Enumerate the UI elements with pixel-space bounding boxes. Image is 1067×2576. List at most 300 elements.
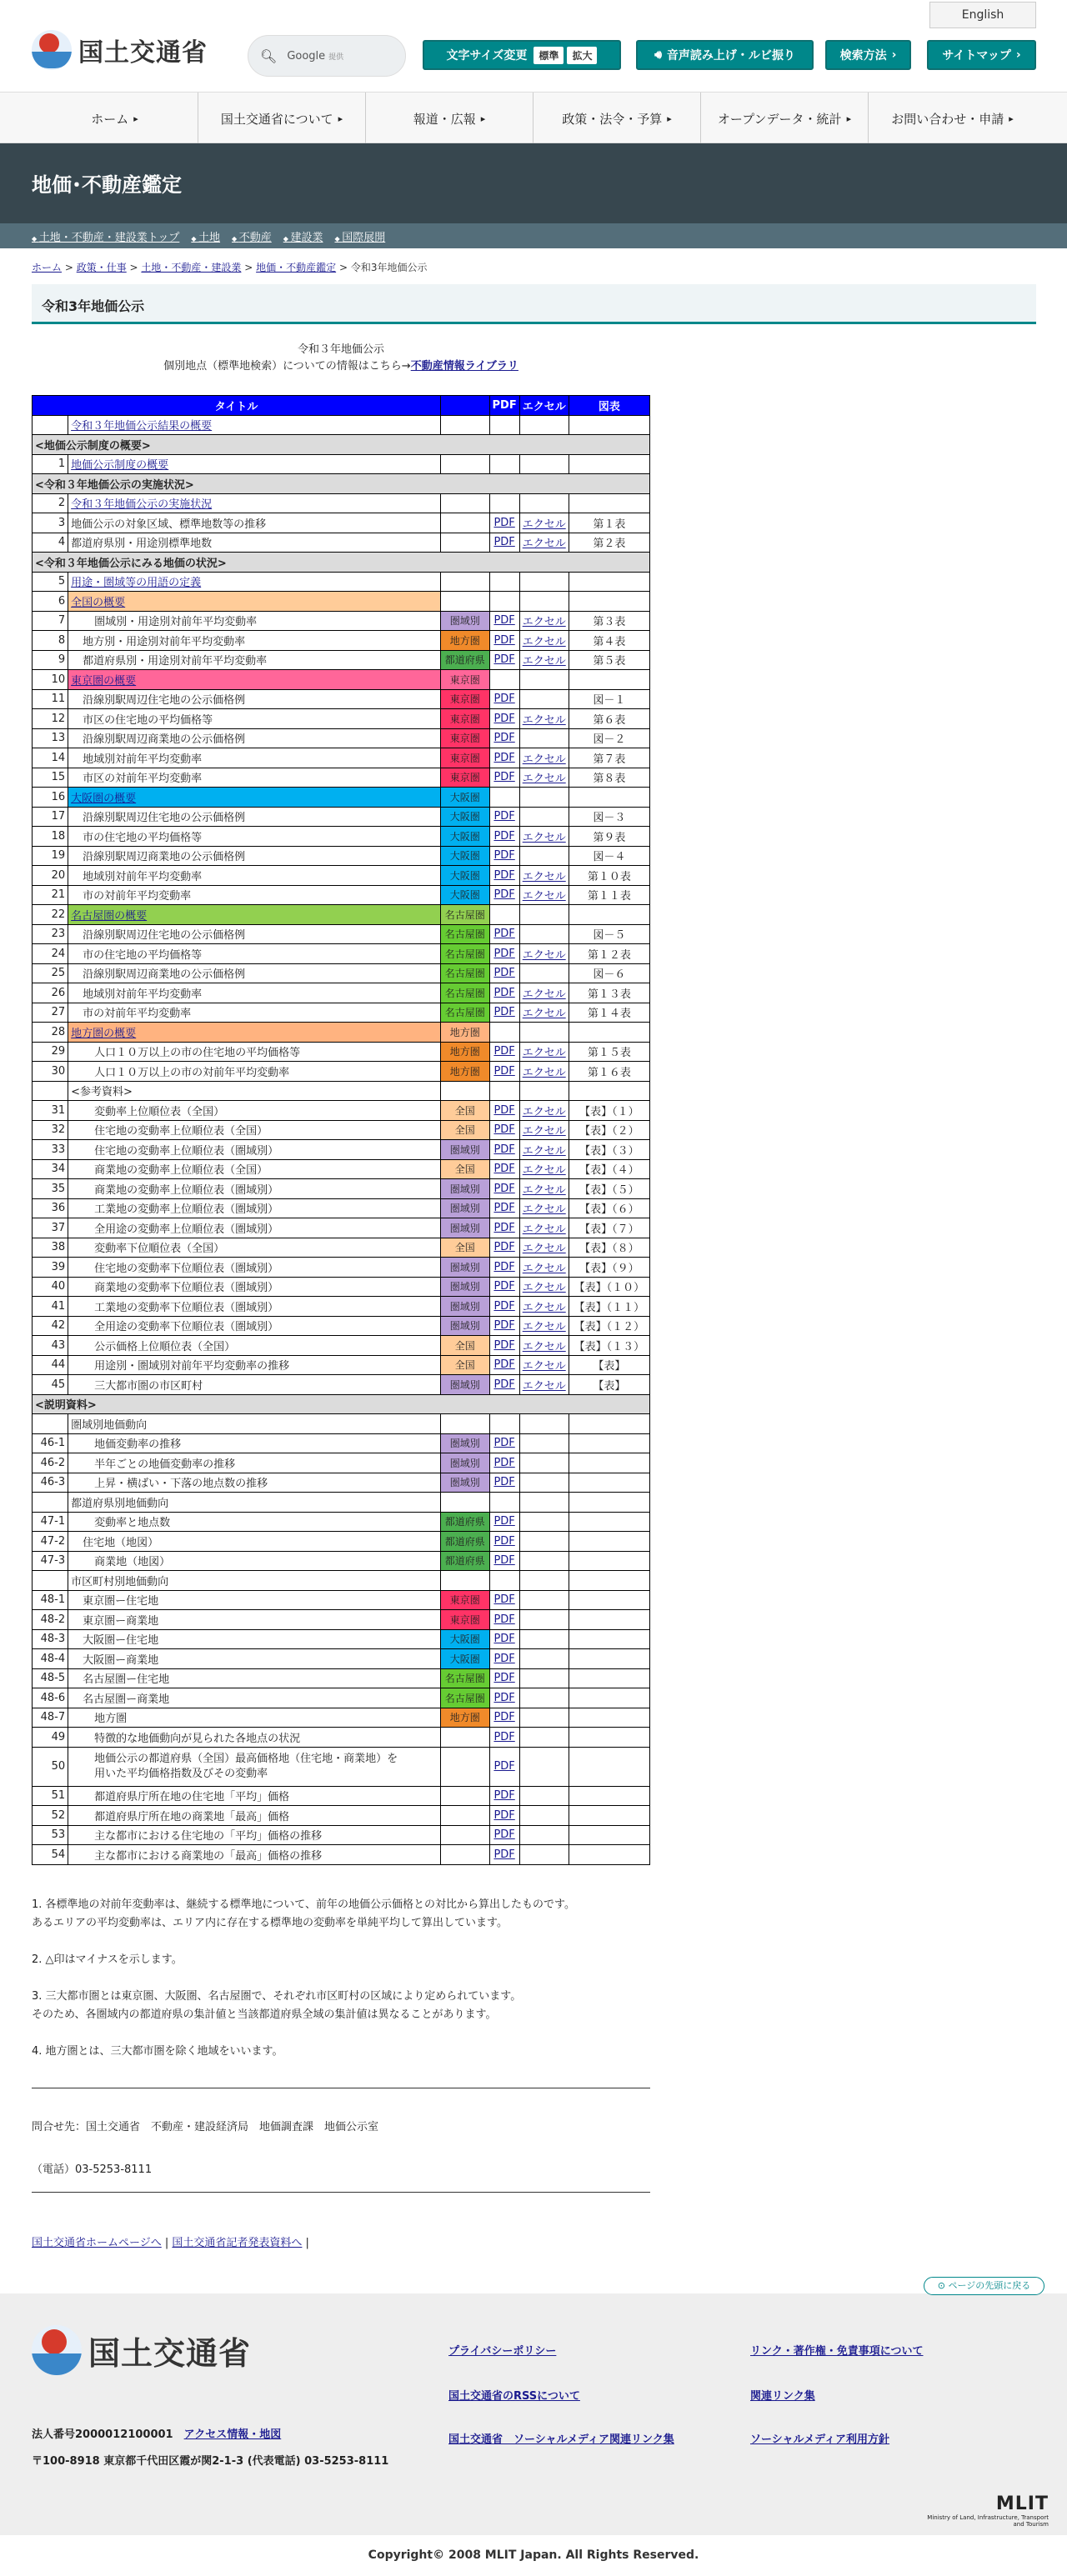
excel-link[interactable]: エクセル bbox=[522, 1243, 566, 1256]
row-title-text: 地域別対前年平均変動率 bbox=[83, 870, 203, 883]
excel-link[interactable]: エクセル bbox=[522, 538, 566, 551]
pdf-link[interactable]: PDF bbox=[493, 633, 515, 647]
row-title bbox=[68, 1355, 441, 1375]
pdf-link[interactable] bbox=[489, 1473, 519, 1493]
table-row bbox=[33, 924, 650, 944]
pdf-link[interactable]: PDF bbox=[493, 771, 515, 784]
row-title-link[interactable]: 地方圏の概要 bbox=[71, 1027, 137, 1040]
pdf-link[interactable] bbox=[489, 1433, 519, 1453]
pdf-link[interactable] bbox=[489, 1610, 519, 1630]
pdf-link[interactable]: PDF bbox=[493, 1437, 515, 1450]
pdf-link[interactable]: PDF bbox=[493, 1064, 515, 1078]
excel-link[interactable] bbox=[519, 1297, 569, 1317]
pdf-link[interactable]: PDF bbox=[493, 1633, 515, 1646]
excel-link[interactable] bbox=[519, 1336, 569, 1356]
excel-link[interactable] bbox=[519, 1375, 569, 1395]
row-title-link[interactable]: 令和３年地価公示結果の概要 bbox=[71, 420, 213, 433]
excel-link[interactable]: エクセル bbox=[522, 1321, 566, 1334]
region-tag bbox=[440, 533, 489, 553]
pdf-link[interactable]: PDF bbox=[493, 868, 515, 882]
excel-link[interactable]: エクセル bbox=[522, 948, 566, 962]
excel-link[interactable] bbox=[519, 611, 569, 631]
pdf-link[interactable]: PDF bbox=[493, 986, 515, 999]
excel-link bbox=[519, 670, 569, 690]
pdf-link[interactable] bbox=[489, 1708, 519, 1728]
excel-link[interactable]: エクセル bbox=[522, 1379, 566, 1393]
excel-link[interactable] bbox=[519, 983, 569, 1003]
excel-link[interactable] bbox=[519, 1218, 569, 1238]
pdf-link[interactable]: PDF bbox=[493, 1221, 515, 1234]
pdf-link[interactable] bbox=[489, 1336, 519, 1356]
pdf-link[interactable]: PDF bbox=[493, 1006, 515, 1019]
search-icon: 🔍︎ bbox=[260, 48, 278, 64]
pdf-link[interactable] bbox=[489, 611, 519, 631]
pdf-link[interactable]: PDF bbox=[493, 1652, 515, 1665]
note-item bbox=[32, 2043, 665, 2061]
pdf-link[interactable]: PDF bbox=[493, 1554, 515, 1568]
subnav-international[interactable]: ◆ 国際展開 bbox=[334, 228, 385, 244]
pdf-link[interactable] bbox=[489, 709, 519, 729]
row-title-link[interactable]: 令和３年地価公示の実施状況 bbox=[71, 498, 213, 512]
row-title bbox=[68, 1747, 441, 1786]
pdf-link[interactable]: PDF bbox=[493, 1456, 515, 1469]
figure-label: 【表】（１１） bbox=[569, 1297, 649, 1317]
excel-link[interactable]: エクセル bbox=[522, 773, 566, 786]
pdf-link[interactable]: PDF bbox=[493, 829, 515, 843]
excel-link[interactable]: エクセル bbox=[522, 1203, 566, 1217]
pdf-link[interactable] bbox=[489, 1747, 519, 1786]
subnav-top[interactable]: ◆ 土地・不動産・建設業トップ bbox=[32, 228, 179, 244]
breadcrumb-link[interactable]: 土地・不動産・建設業 bbox=[141, 262, 242, 273]
row-title-link[interactable]: 用途・圏域等の用語の定義 bbox=[71, 577, 202, 590]
pdf-link[interactable] bbox=[489, 1101, 519, 1121]
pdf-link[interactable]: PDF bbox=[493, 849, 515, 863]
excel-link[interactable]: エクセル bbox=[522, 1125, 566, 1138]
excel-link[interactable] bbox=[519, 827, 569, 847]
excel-link[interactable] bbox=[519, 748, 569, 768]
excel-link[interactable]: エクセル bbox=[522, 831, 566, 844]
breadcrumb-link[interactable]: 政策・仕事 bbox=[76, 262, 127, 273]
access-link[interactable]: アクセス情報・地図 bbox=[183, 2428, 282, 2441]
pdf-link[interactable] bbox=[489, 728, 519, 748]
region-tag: 東京圏 bbox=[440, 728, 489, 748]
mlit-home-link[interactable]: 国土交通省ホームページへ bbox=[32, 2237, 162, 2249]
table-row bbox=[33, 1629, 650, 1649]
excel-link[interactable]: エクセル bbox=[522, 1066, 566, 1079]
region-tag: 圏域別 bbox=[440, 1433, 489, 1453]
pdf-link[interactable] bbox=[489, 1179, 519, 1199]
rss-link[interactable]: 国土交通省のRSSについて bbox=[448, 2390, 580, 2403]
pdf-link[interactable]: PDF bbox=[493, 1691, 515, 1704]
subnav-construction[interactable]: ◆ 建設業 bbox=[283, 228, 323, 244]
region-tag bbox=[440, 1747, 489, 1786]
pdf-link[interactable] bbox=[489, 1728, 519, 1748]
figure-label bbox=[569, 1649, 649, 1669]
pdf-link[interactable]: PDF bbox=[493, 810, 515, 823]
press-release-link[interactable]: 国土交通省記者発表資料へ bbox=[172, 2237, 303, 2249]
row-title[interactable] bbox=[68, 788, 441, 808]
excel-link[interactable] bbox=[519, 1316, 569, 1336]
excel-link[interactable] bbox=[519, 866, 569, 886]
row-title-text: 東京圏ー住宅地 bbox=[83, 1595, 159, 1608]
pdf-link[interactable] bbox=[489, 924, 519, 944]
pdf-link[interactable]: PDF bbox=[493, 516, 515, 529]
excel-link[interactable] bbox=[519, 650, 569, 670]
pdf-link[interactable] bbox=[489, 1375, 519, 1395]
pdf-link[interactable] bbox=[489, 650, 519, 670]
english-button[interactable]: English bbox=[929, 2, 1036, 28]
excel-link bbox=[519, 1668, 569, 1688]
row-title-link[interactable]: 名古屋圏の概要 bbox=[71, 909, 148, 923]
region-tag: 全国 bbox=[440, 1159, 489, 1179]
pdf-link[interactable]: PDF bbox=[493, 1378, 515, 1391]
pdf-link[interactable] bbox=[489, 885, 519, 905]
table-row bbox=[33, 1198, 650, 1218]
social-policy-link[interactable]: ソーシャルメディア利用方針 bbox=[750, 2433, 890, 2446]
row-title[interactable] bbox=[68, 1023, 441, 1043]
row-title-text: 商業地の変動率上位順位表（圏域別） bbox=[94, 1183, 279, 1197]
excel-link[interactable]: エクセル bbox=[522, 1360, 566, 1373]
pdf-link[interactable]: PDF bbox=[493, 614, 515, 628]
row-number: 46-3 bbox=[33, 1473, 68, 1493]
excel-link[interactable]: エクセル bbox=[522, 1262, 566, 1275]
excel-link[interactable] bbox=[519, 1140, 569, 1160]
pdf-link[interactable]: PDF bbox=[493, 1260, 515, 1273]
pdf-link[interactable]: PDF bbox=[493, 1711, 515, 1724]
row-title bbox=[68, 1512, 441, 1532]
excel-link[interactable]: エクセル bbox=[522, 1340, 566, 1353]
corp-number bbox=[32, 2425, 281, 2441]
row-number: 30 bbox=[33, 1062, 68, 1082]
row-title[interactable] bbox=[68, 493, 441, 513]
excel-link[interactable] bbox=[519, 631, 569, 651]
row-title-link[interactable]: 全国の概要 bbox=[71, 596, 126, 609]
pdf-link[interactable] bbox=[489, 963, 519, 983]
row-title[interactable] bbox=[68, 905, 441, 925]
row-title bbox=[68, 1316, 441, 1336]
excel-link[interactable] bbox=[519, 533, 569, 553]
excel-link bbox=[519, 728, 569, 748]
table-row bbox=[33, 1179, 650, 1199]
pdf-link[interactable] bbox=[489, 846, 519, 866]
row-title[interactable] bbox=[68, 592, 441, 612]
row-number: 36 bbox=[33, 1198, 68, 1218]
pdf-link[interactable] bbox=[489, 689, 519, 709]
gnav-opendata[interactable]: オープンデータ・統計 ▸ bbox=[701, 93, 869, 144]
excel-link[interactable] bbox=[519, 885, 569, 905]
pdf-link[interactable]: PDF bbox=[493, 1730, 515, 1743]
breadcrumb-link[interactable]: 地価・不動産鑑定 bbox=[256, 262, 337, 273]
row-title-text: 変動率と地点数 bbox=[94, 1517, 171, 1530]
row-title bbox=[68, 748, 441, 768]
pdf-link[interactable]: PDF bbox=[493, 1828, 515, 1842]
excel-link[interactable] bbox=[519, 1355, 569, 1375]
pdf-link[interactable] bbox=[489, 1590, 519, 1610]
excel-link[interactable] bbox=[519, 1277, 569, 1297]
pdf-link[interactable]: PDF bbox=[493, 928, 515, 941]
pdf-link[interactable]: PDF bbox=[493, 947, 515, 960]
pdf-link[interactable]: PDF bbox=[493, 1358, 515, 1372]
table-row bbox=[33, 1649, 650, 1669]
figure-label bbox=[569, 1845, 649, 1865]
pdf-link[interactable]: PDF bbox=[493, 1123, 515, 1137]
pdf-link[interactable] bbox=[489, 1649, 519, 1669]
excel-link[interactable]: エクセル bbox=[522, 988, 566, 1001]
region-tag: 名古屋圏 bbox=[440, 1003, 489, 1023]
row-title-text: 工業地の変動率下位順位表（圏域別） bbox=[94, 1301, 279, 1314]
row-title[interactable] bbox=[68, 670, 441, 690]
row-title bbox=[68, 1179, 441, 1199]
excel-link[interactable]: エクセル bbox=[522, 1164, 566, 1178]
pdf-link[interactable]: PDF bbox=[493, 1182, 515, 1195]
excel-link[interactable] bbox=[519, 1198, 569, 1218]
pdf-link[interactable] bbox=[489, 1062, 519, 1082]
row-title bbox=[68, 1571, 441, 1591]
pdf-link[interactable] bbox=[489, 1355, 519, 1375]
pdf-link[interactable] bbox=[489, 1120, 519, 1140]
excel-link[interactable]: エクセル bbox=[522, 870, 566, 883]
pdf-link[interactable]: PDF bbox=[493, 1163, 515, 1176]
pdf-link[interactable] bbox=[489, 944, 519, 964]
region-tag: 東京圏 bbox=[440, 1610, 489, 1630]
gnav-contact[interactable]: お問い合わせ・申請 ▸ bbox=[869, 93, 1036, 144]
table-row bbox=[33, 1120, 650, 1140]
excel-link[interactable] bbox=[519, 1120, 569, 1140]
pdf-link[interactable] bbox=[489, 1218, 519, 1238]
pdf-link[interactable]: PDF bbox=[493, 1241, 515, 1254]
search-box[interactable] bbox=[248, 35, 406, 77]
pdf-link[interactable]: PDF bbox=[493, 1593, 515, 1607]
pdf-link[interactable]: PDF bbox=[493, 1760, 515, 1773]
row-title-link[interactable]: 地価公示制度の概要 bbox=[71, 459, 169, 473]
excel-link bbox=[519, 1453, 569, 1473]
pdf-link[interactable] bbox=[489, 866, 519, 886]
row-number: 38 bbox=[33, 1238, 68, 1258]
figure-label bbox=[569, 592, 649, 612]
row-title bbox=[68, 1375, 441, 1395]
excel-link[interactable] bbox=[519, 513, 569, 533]
pdf-link[interactable] bbox=[489, 533, 519, 553]
row-title[interactable] bbox=[68, 415, 441, 435]
pdf-link[interactable] bbox=[489, 1551, 519, 1571]
row-title[interactable] bbox=[68, 454, 441, 474]
pdf-link[interactable]: PDF bbox=[493, 653, 515, 667]
pdf-link[interactable] bbox=[489, 1532, 519, 1552]
pdf-link[interactable] bbox=[489, 1845, 519, 1865]
pdf-link[interactable] bbox=[489, 1003, 519, 1023]
pdf-link[interactable]: PDF bbox=[493, 1848, 515, 1861]
excel-link[interactable] bbox=[519, 1238, 569, 1258]
pdf-link bbox=[489, 493, 519, 513]
table-row bbox=[33, 1590, 650, 1610]
pdf-link[interactable] bbox=[489, 827, 519, 847]
pdf-link[interactable] bbox=[489, 1159, 519, 1179]
pdf-link[interactable]: PDF bbox=[493, 1143, 515, 1156]
pdf-link[interactable]: PDF bbox=[493, 1476, 515, 1489]
excel-link[interactable] bbox=[519, 1042, 569, 1062]
search-input[interactable]: Google 提供 bbox=[287, 49, 344, 63]
pdf-link[interactable] bbox=[489, 1806, 519, 1826]
pdf-link[interactable]: PDF bbox=[493, 1299, 515, 1313]
figure-label bbox=[569, 1708, 649, 1728]
region-tag: 名古屋圏 bbox=[440, 1668, 489, 1688]
pdf-link[interactable]: PDF bbox=[493, 1045, 515, 1058]
row-title-link[interactable]: 東京圏の概要 bbox=[71, 674, 137, 688]
gnav-policy[interactable]: 政策・法令・予算 ▸ bbox=[534, 93, 701, 144]
pdf-link[interactable] bbox=[489, 631, 519, 651]
voice-ruby-button[interactable] bbox=[636, 40, 814, 70]
gnav-home[interactable]: ホーム ▸ bbox=[32, 93, 198, 144]
pdf-link[interactable] bbox=[489, 1297, 519, 1317]
pdf-link[interactable]: PDF bbox=[493, 1319, 515, 1333]
footer-logo[interactable] bbox=[32, 2325, 251, 2375]
search-method-button[interactable] bbox=[825, 40, 911, 70]
excel-link[interactable]: エクセル bbox=[522, 1223, 566, 1236]
pdf-link[interactable] bbox=[489, 1688, 519, 1708]
figure-label bbox=[569, 1493, 649, 1513]
excel-link[interactable]: エクセル bbox=[522, 655, 566, 668]
excel-link[interactable]: エクセル bbox=[522, 1144, 566, 1158]
excel-link[interactable]: エクセル bbox=[522, 1105, 566, 1118]
pdf-link[interactable]: PDF bbox=[493, 536, 515, 549]
pdf-link[interactable] bbox=[489, 768, 519, 788]
pdf-link[interactable] bbox=[489, 1277, 519, 1297]
pdf-link[interactable] bbox=[489, 1042, 519, 1062]
excel-link bbox=[519, 1551, 569, 1571]
row-title[interactable] bbox=[68, 572, 441, 592]
excel-link[interactable] bbox=[519, 1159, 569, 1179]
pdf-link[interactable]: PDF bbox=[493, 967, 515, 980]
excel-link[interactable] bbox=[519, 1062, 569, 1082]
pdf-link[interactable]: PDF bbox=[493, 1613, 515, 1626]
pdf-link[interactable] bbox=[489, 1258, 519, 1278]
pdf-link[interactable] bbox=[489, 1140, 519, 1160]
excel-link[interactable]: エクセル bbox=[522, 1183, 566, 1197]
pdf-link[interactable] bbox=[489, 1512, 519, 1532]
row-title-text: 地価公示の対象区域、標準地数等の推移 bbox=[71, 518, 267, 531]
figure-label: 【表】（６） bbox=[569, 1198, 649, 1218]
excel-link[interactable]: エクセル bbox=[522, 1301, 566, 1314]
library-link[interactable]: 不動産情報ライブラリ bbox=[410, 360, 518, 373]
excel-link[interactable] bbox=[519, 1101, 569, 1121]
excel-link[interactable]: エクセル bbox=[522, 1047, 566, 1060]
related-links-link[interactable]: 関連リンク集 bbox=[750, 2390, 815, 2403]
pdf-link[interactable]: PDF bbox=[493, 1280, 515, 1293]
excel-link[interactable]: エクセル bbox=[522, 1282, 566, 1295]
row-title bbox=[68, 983, 441, 1003]
row-title-text: 上昇・横ばい・下落の地点数の推移 bbox=[94, 1478, 268, 1491]
text-size-large-button[interactable]: 拡大 bbox=[567, 47, 597, 64]
excel-link[interactable]: エクセル bbox=[522, 518, 566, 531]
pdf-link[interactable] bbox=[489, 1316, 519, 1336]
excel-link[interactable]: エクセル bbox=[522, 890, 566, 903]
social-links-link[interactable]: 国土交通省 ソーシャルメディア関連リンク集 bbox=[448, 2433, 674, 2446]
pdf-link[interactable]: PDF bbox=[493, 888, 515, 902]
pdf-link[interactable] bbox=[489, 1453, 519, 1473]
excel-link[interactable] bbox=[519, 944, 569, 964]
pdf-link[interactable] bbox=[489, 513, 519, 533]
excel-link[interactable] bbox=[519, 709, 569, 729]
pdf-link[interactable]: PDF bbox=[493, 1515, 515, 1528]
table-row bbox=[33, 493, 650, 513]
subnav-realestate[interactable]: ◆ 不動産 bbox=[232, 228, 272, 244]
pdf-link[interactable]: PDF bbox=[493, 751, 515, 764]
table-row bbox=[33, 1394, 650, 1414]
figure-label bbox=[569, 1629, 649, 1649]
pdf-link[interactable] bbox=[489, 1198, 519, 1218]
figure-label: 【表】 bbox=[569, 1375, 649, 1395]
col-figure: 図表 bbox=[569, 396, 649, 416]
pdf-link[interactable] bbox=[489, 1668, 519, 1688]
region-tag: 地方圏 bbox=[440, 1062, 489, 1082]
pdf-link[interactable] bbox=[489, 1238, 519, 1258]
gnav-press[interactable]: 報道・広報 ▸ bbox=[366, 93, 534, 144]
pdf-link[interactable] bbox=[489, 983, 519, 1003]
pdf-link[interactable]: PDF bbox=[493, 732, 515, 745]
region-tag: 地方圏 bbox=[440, 1708, 489, 1728]
excel-link[interactable]: エクセル bbox=[522, 616, 566, 629]
pdf-link[interactable]: PDF bbox=[493, 712, 515, 725]
sitemap-button[interactable] bbox=[927, 40, 1036, 70]
table-header-row bbox=[33, 396, 650, 416]
excel-link[interactable] bbox=[519, 1258, 569, 1278]
table-row bbox=[33, 513, 650, 533]
excel-link[interactable] bbox=[519, 768, 569, 788]
row-title-link[interactable]: 大阪圏の概要 bbox=[71, 792, 137, 805]
row-number: 28 bbox=[33, 1023, 68, 1043]
subnav-land[interactable]: ◆ 土地 bbox=[191, 228, 220, 244]
mlit-wordmark-sub: Ministry of Land, Infrastructure, Transport and Tourism bbox=[927, 2514, 1049, 2528]
pdf-link[interactable]: PDF bbox=[493, 1808, 515, 1822]
pdf-link[interactable] bbox=[489, 748, 519, 768]
copyright-link[interactable]: リンク・著作権・免責事項について bbox=[750, 2345, 924, 2358]
excel-link[interactable] bbox=[519, 1179, 569, 1199]
region-tag: 東京圏 bbox=[440, 748, 489, 768]
region-tag: 圏域別 bbox=[440, 1277, 489, 1297]
gnav-about[interactable]: 国土交通省について ▸ bbox=[198, 93, 366, 144]
pdf-link[interactable]: PDF bbox=[493, 693, 515, 706]
page-top-button[interactable] bbox=[924, 2277, 1044, 2295]
pdf-link[interactable]: PDF bbox=[493, 1534, 515, 1548]
site-logo[interactable] bbox=[32, 27, 215, 73]
excel-link bbox=[519, 1688, 569, 1708]
pdf-link[interactable] bbox=[489, 1629, 519, 1649]
pdf-link[interactable]: PDF bbox=[493, 1672, 515, 1685]
region-tag bbox=[440, 493, 489, 513]
pdf-link[interactable]: PDF bbox=[493, 1789, 515, 1803]
excel-link[interactable]: エクセル bbox=[522, 1008, 566, 1021]
row-number: 46-1 bbox=[33, 1433, 68, 1453]
pdf-link[interactable] bbox=[489, 1825, 519, 1845]
region-tag: 都道府県 bbox=[440, 1532, 489, 1552]
pdf-link[interactable] bbox=[489, 807, 519, 827]
row-title bbox=[68, 963, 441, 983]
pdf-link[interactable] bbox=[489, 1786, 519, 1806]
row-title bbox=[68, 1277, 441, 1297]
breadcrumb-link[interactable]: ホーム bbox=[32, 262, 63, 273]
privacy-link[interactable]: プライバシーポリシー bbox=[448, 2345, 557, 2358]
row-number: 52 bbox=[33, 1806, 68, 1826]
excel-link[interactable]: エクセル bbox=[522, 713, 566, 727]
pdf-link[interactable]: PDF bbox=[493, 1202, 515, 1215]
excel-link[interactable]: エクセル bbox=[522, 635, 566, 648]
pdf-link[interactable]: PDF bbox=[493, 1103, 515, 1117]
excel-link[interactable] bbox=[519, 1003, 569, 1023]
table-row bbox=[33, 1728, 650, 1748]
excel-link[interactable]: エクセル bbox=[522, 753, 566, 766]
pdf-link[interactable]: PDF bbox=[493, 1338, 515, 1352]
text-size-standard-button[interactable]: 標準 bbox=[534, 47, 564, 64]
